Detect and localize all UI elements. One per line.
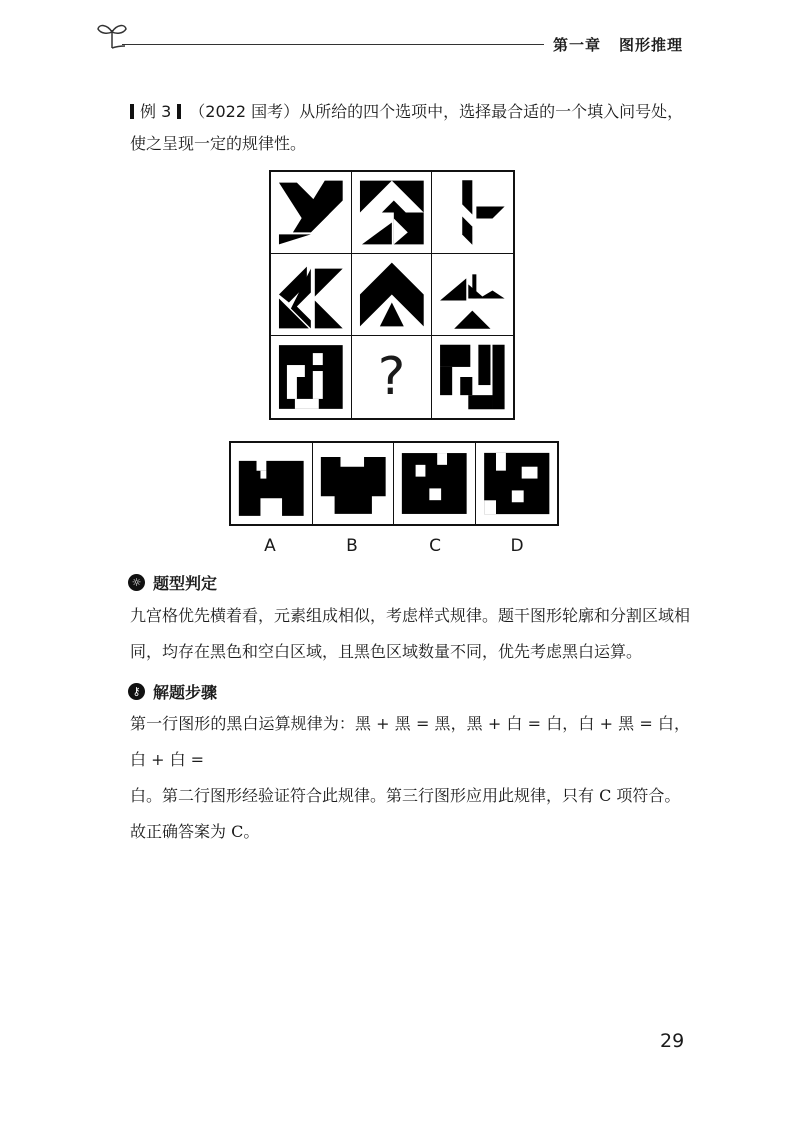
grid-cell <box>432 172 513 254</box>
option-label-d: D <box>510 536 524 556</box>
question-text <box>130 96 690 160</box>
option-b[interactable] <box>313 443 395 524</box>
section-heading-steps <box>128 680 217 703</box>
page-number: 29 <box>660 1030 685 1052</box>
option-c[interactable] <box>394 443 476 524</box>
header-rule <box>122 44 544 45</box>
key-icon: ⚷ <box>128 683 145 700</box>
question-mark: ? <box>377 347 406 407</box>
section-2-line-1: 第一行图形的黑白运算规律为：黑 + 黑 = 黑，黑 + 白 = 白，白 + 黑 = 白，白 + 白 = <box>130 714 690 769</box>
section-2-title: 解题步骤 <box>153 683 218 702</box>
figure-3 <box>432 172 513 253</box>
section-2-line-2: 白。第二行图形经验证符合此规律。第三行图形应用此规律，只有 C 项符合。 <box>130 786 681 805</box>
question-line-2: 使之呈现一定的规律性。 <box>130 134 307 153</box>
figure-9 <box>432 336 513 418</box>
grid-cell <box>352 254 433 336</box>
figure-5 <box>352 254 432 335</box>
grid-cell <box>352 172 433 254</box>
options-strip <box>229 441 559 526</box>
option-d-figure <box>476 443 558 524</box>
question-line-1: （2022 国考）从所给的四个选项中，选择最合适的一个填入问号处， <box>189 102 684 121</box>
grid-cell <box>271 254 352 336</box>
option-a[interactable] <box>231 443 313 524</box>
label-bar-left <box>130 104 134 119</box>
section-1-title: 题型判定 <box>153 574 218 593</box>
grid-cell <box>271 172 352 254</box>
grid-cell <box>432 336 513 418</box>
section-1-line-1: 九宫格优先横着看，元素组成相似，考虑样式规律。题干图形轮廓和分割区域相 <box>130 606 691 625</box>
figure-7 <box>271 336 351 418</box>
figure-4 <box>271 254 351 335</box>
option-b-figure <box>313 443 394 524</box>
section-1-body <box>130 598 690 670</box>
section-2-line-3: 故正确答案为 C。 <box>130 822 260 841</box>
section-1-line-2: 同，均存在黑色和空白区域，且黑色区域数量不同，优先考虑黑白运算。 <box>130 642 643 661</box>
option-a-figure <box>231 443 312 524</box>
label-bar-right <box>177 104 181 119</box>
option-label-c: C <box>429 536 441 556</box>
option-c-figure <box>394 443 475 524</box>
sprout-icon <box>95 20 129 50</box>
chapter-topic: 图形推理 <box>619 36 684 54</box>
puzzle-grid <box>269 170 515 420</box>
option-d[interactable] <box>476 443 558 524</box>
running-header <box>553 34 683 55</box>
grid-cell <box>271 336 352 418</box>
option-label-a: A <box>264 536 276 556</box>
grid-cell <box>432 254 513 336</box>
section-2-body <box>130 706 690 850</box>
chapter-label: 第一章 <box>553 36 602 54</box>
example-label: 例 3 <box>140 102 172 121</box>
grid-cell <box>352 336 433 418</box>
section-heading-type <box>128 571 217 594</box>
figure-2 <box>352 172 432 253</box>
lightbulb-icon: ☼ <box>128 574 145 591</box>
figure-1 <box>271 172 351 253</box>
figure-6 <box>432 254 513 335</box>
option-label-b: B <box>346 536 358 556</box>
